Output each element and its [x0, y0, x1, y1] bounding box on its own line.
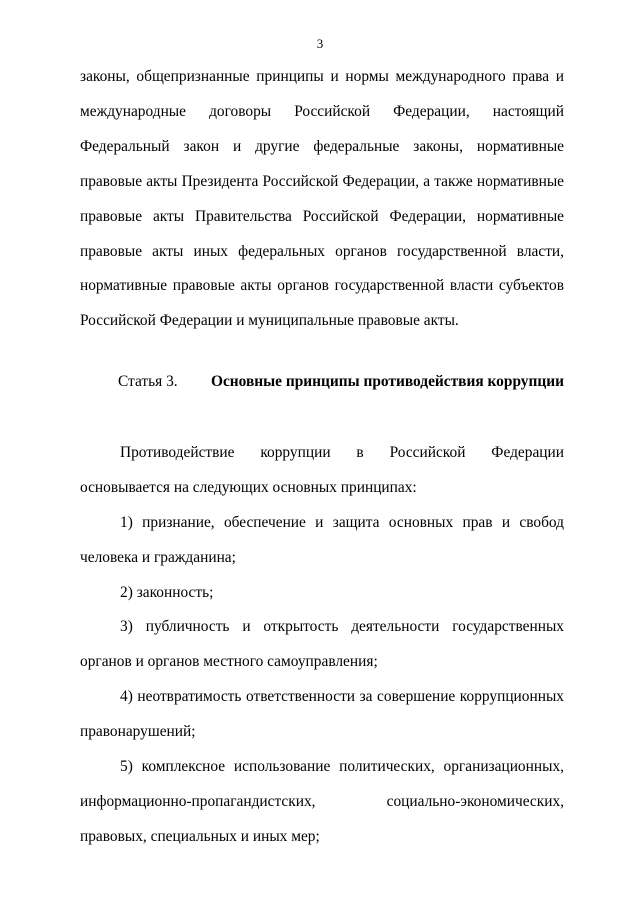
principle-item-number: 3) [120, 618, 133, 635]
page-number: 3 [316, 36, 324, 51]
principle-item-3 [80, 610, 564, 680]
principle-item-4 [80, 680, 564, 750]
principle-item-number: 4) [120, 688, 133, 705]
principle-item-number: 1) [120, 514, 133, 531]
article-number: Статья 3. [118, 373, 178, 390]
principle-item-text: комплексное использование политических, организационных, информационно-пропагандистских, социально-экономических, правовых, специальных и иных мер; [80, 758, 564, 845]
principle-item-text: публичность и открытость деятельности государственных органов и органов местного самоуправления; [80, 618, 564, 670]
article-lead-paragraph: Противодействие коррупции в Российской Федерации основывается на следующих основных принципах: [80, 444, 564, 496]
principle-item-5 [80, 750, 564, 855]
principle-item-1 [80, 506, 564, 576]
intro-paragraph: законы, общепризнанные принципы и нормы международного права и международные договоры Российской Федерации, настоящий Федеральный закон и другие федеральные законы, нормативные правовые акты Президента Российской Федерации, а также нормативные правовые акты Правительства Российской Федерации, нормативные правовые акты иных федеральных органов государственной власти, нормативные правовые акты органов государственной власти субъектов Российской Федерации и муниципальные правовые акты. [80, 68, 564, 330]
article-heading [118, 370, 588, 394]
principle-item-2 [80, 576, 564, 611]
article-title: Основные принципы противодействия коррупции [211, 373, 564, 390]
principle-item-number: 2) [120, 584, 133, 601]
principle-item-number: 5) [120, 758, 133, 775]
principle-item-text: признание, обеспечение и защита основных прав и свобод человека и гражданина; [80, 514, 564, 566]
principle-item-text: законность; [136, 584, 214, 601]
principle-item-text: неотвратимость ответственности за совершение коррупционных правонарушений; [80, 688, 564, 740]
